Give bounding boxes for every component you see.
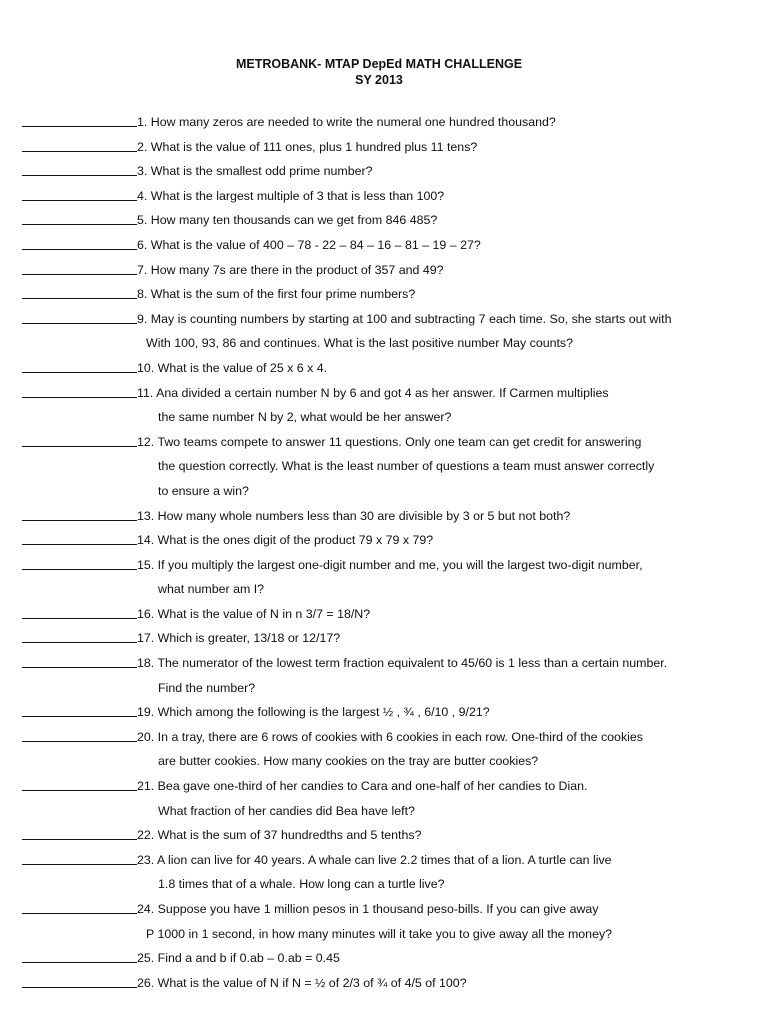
question-item: [0, 162, 768, 187]
question-item: [0, 211, 768, 236]
question-item: [0, 384, 768, 409]
question-text: to ensure a win?: [158, 483, 249, 498]
question-continuation: [0, 334, 768, 359]
question-text: 24. Suppose you have 1 million pesos in 1 thousand peso-bills. If you can give away: [137, 902, 599, 916]
question-item: [0, 654, 768, 679]
question-item: [0, 433, 768, 458]
question-continuation: [0, 580, 768, 605]
question-text: 9. May is counting numbers by starting at 100 and subtracting 7 each time. So, she starts out with: [137, 311, 672, 326]
question-text: 23. A lion can live for 40 years. A whale can live 2.2 times that of a lion. A turtle can live: [137, 852, 612, 867]
question-text: 16. What is the value of N in n 3/7 = 18/N?: [137, 606, 371, 621]
question-list: [0, 113, 768, 998]
question-text: the question correctly. What is the least number of questions a team must answer correctly: [158, 459, 655, 474]
question-item: [0, 187, 768, 212]
answer-blank[interactable]: [22, 974, 137, 988]
answer-blank[interactable]: [22, 826, 137, 840]
question-text: 6. What is the value of 400 – 78 - 22 – 84 – 16 – 81 – 19 – 27?: [137, 237, 481, 252]
question-item: [0, 826, 768, 851]
answer-blank[interactable]: [22, 310, 137, 324]
answer-blank[interactable]: [22, 531, 137, 545]
question-text: 17. Which is greater, 13/18 or 12/17?: [137, 631, 341, 646]
question-item: [0, 777, 768, 802]
answer-blank[interactable]: [22, 629, 137, 643]
question-continuation: [0, 679, 768, 704]
answer-blank[interactable]: [22, 261, 137, 275]
answer-blank[interactable]: [22, 211, 137, 225]
answer-blank[interactable]: [22, 728, 137, 742]
question-continuation: [0, 457, 768, 482]
question-text: 4. What is the largest multiple of 3 that is less than 100?: [137, 188, 445, 203]
question-text: 18. The numerator of the lowest term fraction equivalent to 45/60 is 1 less than a certain number.: [137, 656, 668, 671]
question-continuation: [0, 482, 768, 507]
question-text: what number am I?: [158, 582, 265, 597]
question-item: [0, 703, 768, 728]
answer-blank[interactable]: [22, 285, 137, 299]
question-item: [0, 556, 768, 581]
question-text: 8. What is the sum of the first four prime numbers?: [137, 287, 416, 302]
question-item: [0, 285, 768, 310]
question-item: [0, 605, 768, 630]
question-text: What fraction of her candies did Bea have left?: [158, 803, 415, 818]
answer-blank[interactable]: [22, 162, 137, 176]
worksheet-header: [0, 56, 758, 88]
question-text: Find the number?: [158, 680, 256, 695]
question-text: 1. How many zeros are needed to write the numeral one hundred thousand?: [137, 115, 556, 129]
answer-blank[interactable]: [22, 236, 137, 250]
worksheet-subtitle: SY 2013: [355, 73, 403, 87]
question-continuation: [0, 925, 768, 950]
question-text: 1.8 times that of a whale. How long can a turtle live?: [158, 877, 445, 892]
question-text: 25. Find a and b if 0.ab – 0.ab = 0.45: [137, 951, 340, 966]
answer-blank[interactable]: [22, 359, 137, 373]
question-continuation: [0, 875, 768, 900]
question-item: [0, 531, 768, 556]
question-text: 15. If you multiply the largest one-digit number and me, you will the largest two-digit number,: [137, 557, 643, 572]
question-item: [0, 974, 768, 999]
question-item: [0, 261, 768, 286]
worksheet-title: METROBANK- MTAP DepEd MATH CHALLENGE: [235, 57, 523, 71]
question-item: [0, 236, 768, 261]
answer-blank[interactable]: [22, 777, 137, 791]
answer-blank[interactable]: [22, 654, 137, 668]
question-item: [0, 851, 768, 876]
question-text: 10. What is the value of 25 x 6 x 4.: [137, 360, 328, 375]
answer-blank[interactable]: [22, 556, 137, 570]
answer-blank[interactable]: [22, 900, 137, 914]
question-item: [0, 728, 768, 753]
question-text: 21. Bea gave one-third of her candies to Cara and one-half of her candies to Dian.: [137, 779, 588, 794]
question-text: 14. What is the ones digit of the product 79 x 79 x 79?: [137, 533, 434, 548]
answer-blank[interactable]: [22, 187, 137, 201]
question-continuation: [0, 802, 768, 827]
answer-blank[interactable]: [22, 384, 137, 398]
question-continuation: [0, 752, 768, 777]
question-text: With 100, 93, 86 and continues. What is the last positive number May counts?: [146, 336, 574, 351]
question-text: 20. In a tray, there are 6 rows of cookies with 6 cookies in each row. One-third of the cookies: [137, 729, 643, 744]
question-item: [0, 310, 768, 335]
answer-blank[interactable]: [22, 605, 137, 619]
question-text: 26. What is the value of N if N = ½ of 2/3 of ¾ of 4/5 of 100?: [137, 975, 467, 990]
question-text: 22. What is the sum of 37 hundredths and 5 tenths?: [137, 828, 422, 843]
question-text: 12. Two teams compete to answer 11 questions. Only one team can get credit for answering: [137, 434, 642, 449]
question-text: 11. Ana divided a certain number N by 6 and got 4 as her answer. If Carmen multiplies: [137, 385, 609, 400]
question-text: 13. How many whole numbers less than 30 are divisible by 3 or 5 but not both?: [137, 508, 571, 523]
answer-blank[interactable]: [22, 113, 137, 127]
question-item: [0, 138, 768, 163]
answer-blank[interactable]: [22, 703, 137, 717]
question-text: 7. How many 7s are there in the product of 357 and 49?: [137, 262, 444, 277]
question-item: [0, 900, 768, 925]
question-item: [0, 359, 768, 384]
answer-blank[interactable]: [22, 851, 137, 865]
question-text: 5. How many ten thousands can we get from 846 485?: [137, 213, 438, 228]
question-text: 2. What is the value of 111 ones, plus 1 hundred plus 11 tens?: [137, 139, 478, 154]
question-item: [0, 507, 768, 532]
question-text: P 1000 in 1 second, in how many minutes will it take you to give away all the money?: [146, 926, 613, 941]
answer-blank[interactable]: [22, 507, 137, 521]
question-continuation: [0, 408, 768, 433]
question-item: [0, 949, 768, 974]
question-text: are butter cookies. How many cookies on the tray are butter cookies?: [158, 754, 539, 769]
question-text: 3. What is the smallest odd prime number?: [137, 164, 373, 179]
question-text: 19. Which among the following is the largest ½ , ¾ , 6/10 , 9/21?: [137, 705, 490, 720]
question-text: the same number N by 2, what would be her answer?: [158, 410, 452, 425]
question-item: [0, 113, 768, 138]
answer-blank[interactable]: [22, 138, 137, 152]
answer-blank[interactable]: [22, 949, 137, 963]
question-item: [0, 629, 768, 654]
answer-blank[interactable]: [22, 433, 137, 447]
